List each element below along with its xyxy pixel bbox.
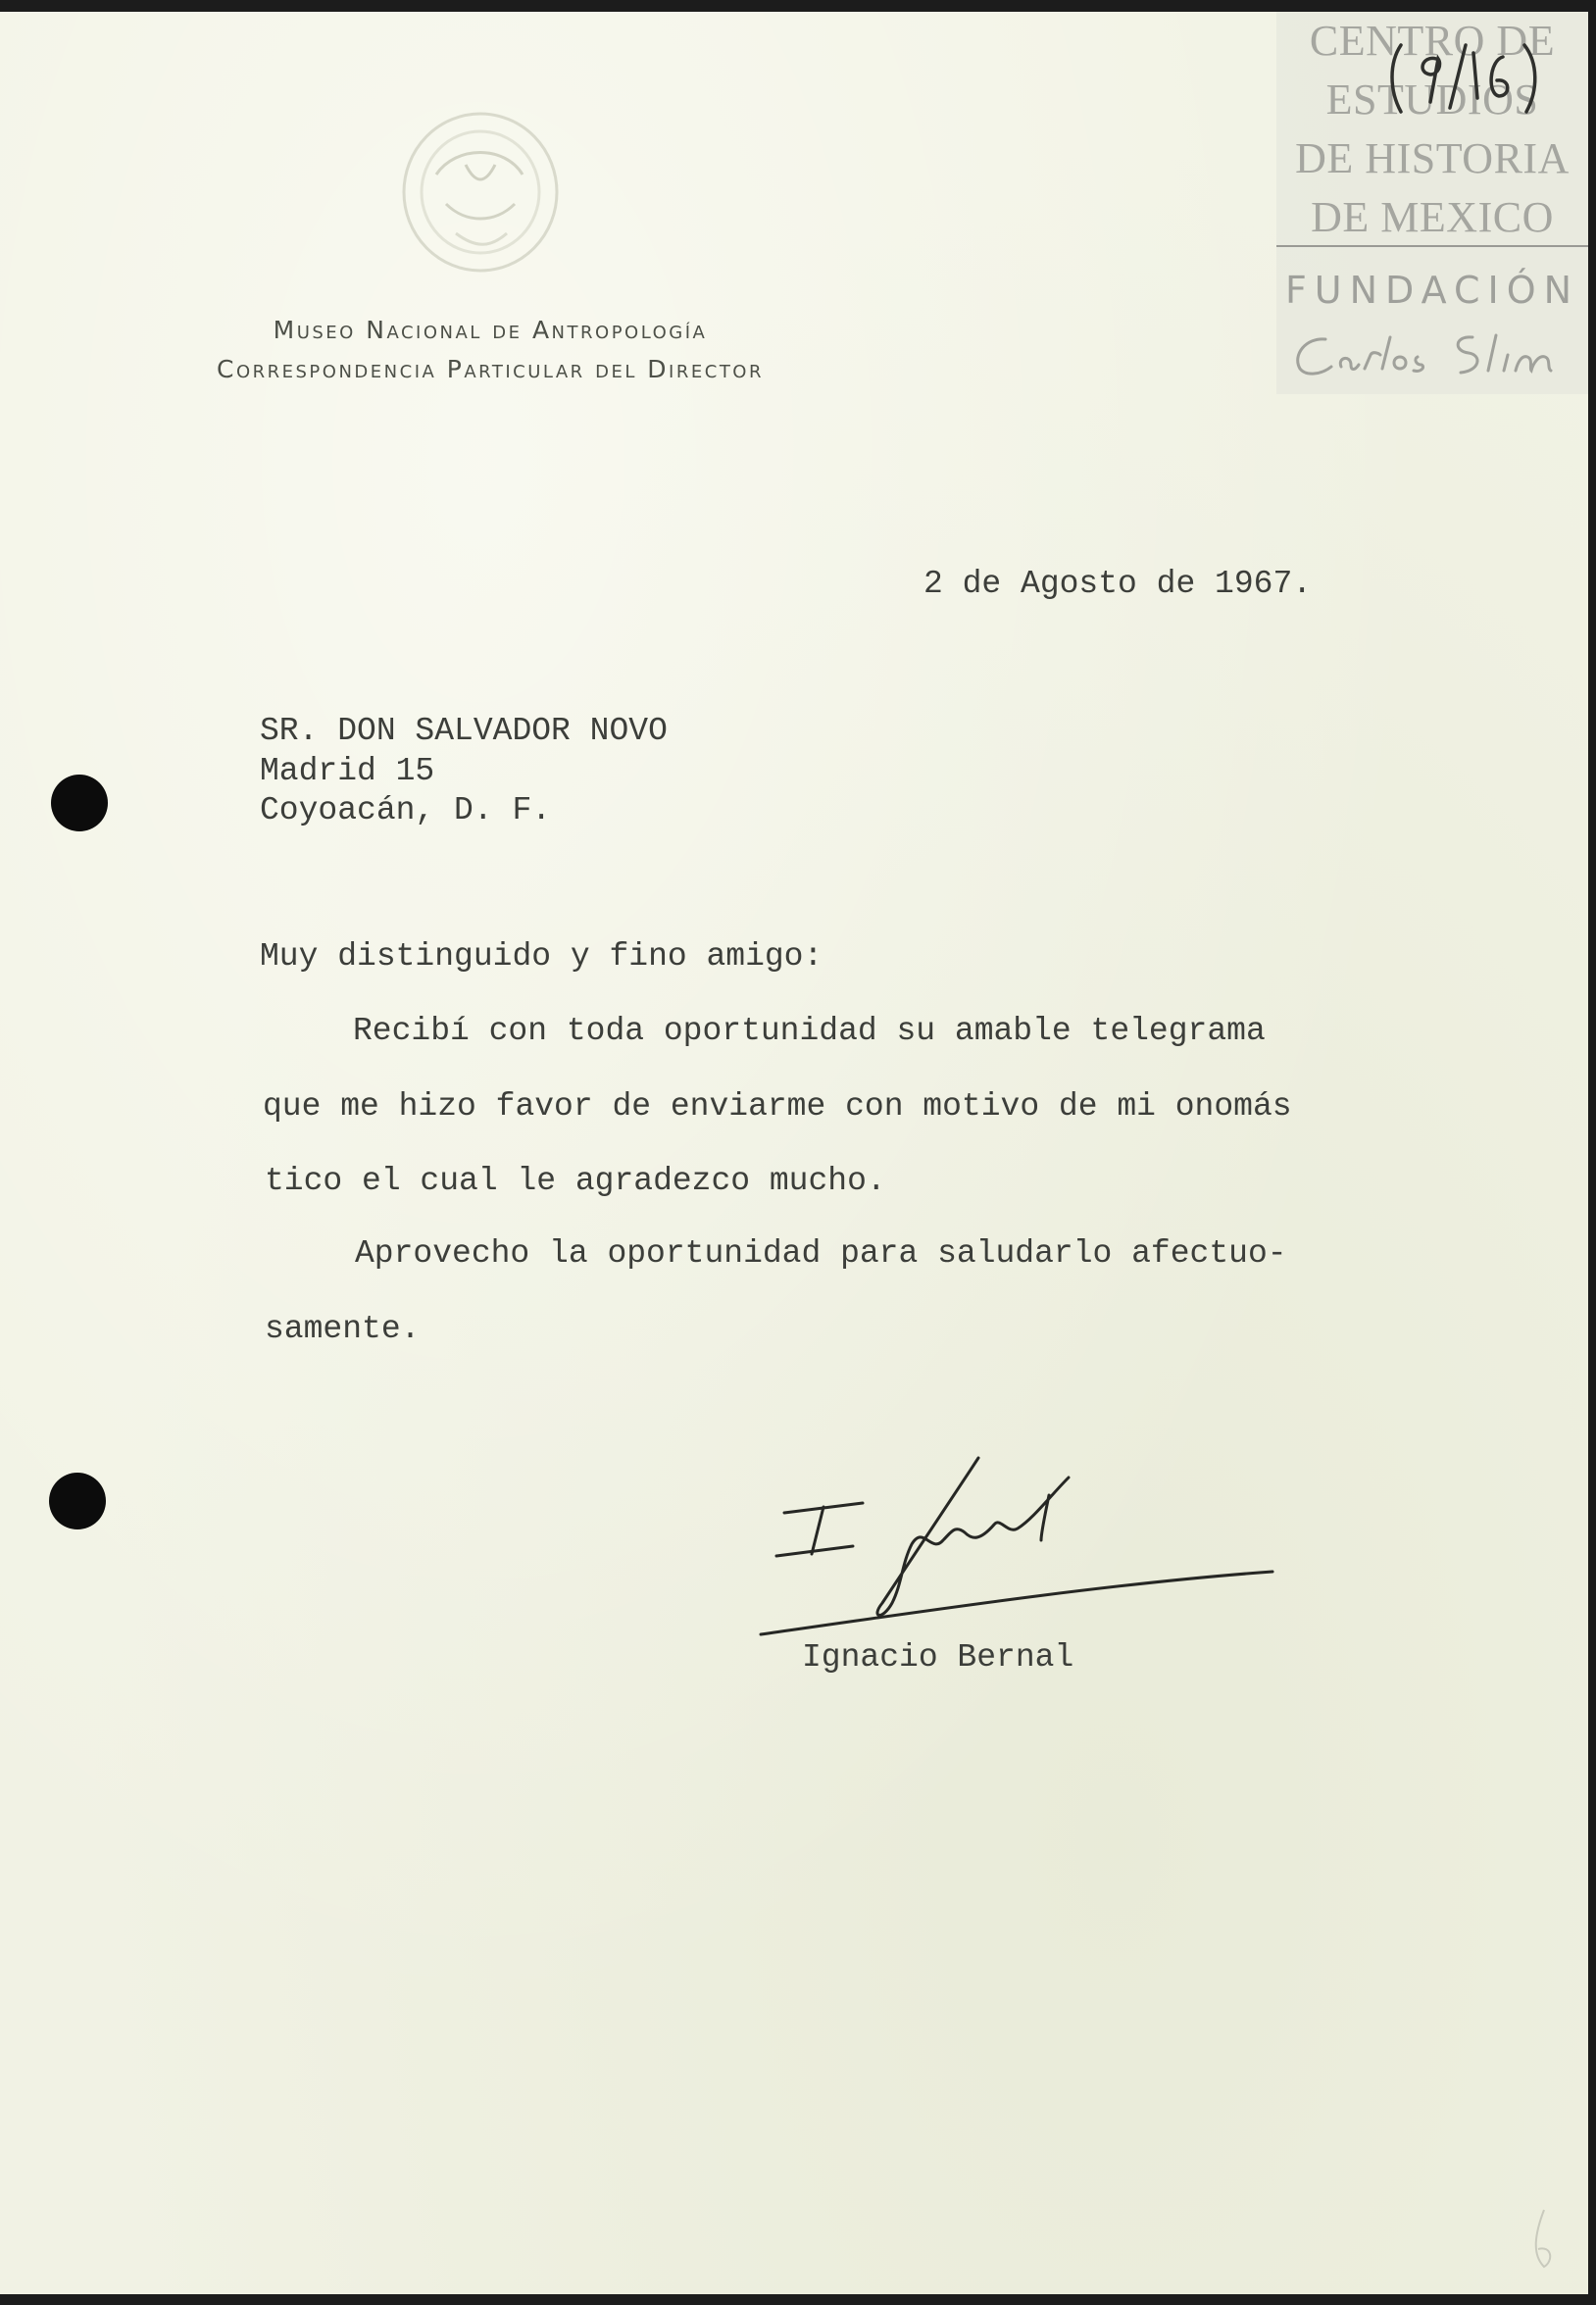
handwritten-signature (755, 1446, 1284, 1652)
folio-number-handwritten (1387, 39, 1544, 118)
scan-border-right (1588, 0, 1596, 2305)
stamp-line-4: DE MEXICO (1311, 193, 1554, 241)
body-line: Aprovecho la oportunidad para saludarlo afectuo- (355, 1235, 1287, 1272)
pencil-mark (1524, 2206, 1564, 2275)
body-line: samente. (265, 1311, 421, 1347)
scan-border-top (0, 0, 1596, 12)
stamp-divider (1276, 245, 1588, 247)
letterhead-institution: Museo Nacional de Antropología (273, 316, 708, 344)
stamp-line-2: ESTUDIOS (1325, 75, 1539, 124)
salutation: Muy distinguido y fino amigo: (260, 938, 823, 975)
punch-hole (49, 1473, 106, 1529)
stamp-line-3: DE HISTORIA (1295, 134, 1570, 182)
letterhead-department: Correspondencia Particular del Director (217, 355, 764, 383)
body-line: que me hizo favor de enviarme con motivo de mi onomás (263, 1088, 1292, 1125)
letter-date: 2 de Agosto de 1967. (923, 566, 1313, 602)
recipient-city: Coyoacán, D. F. (260, 792, 552, 828)
recipient-name: SR. DON SALVADOR NOVO (260, 713, 668, 749)
embossed-seal-icon (397, 106, 564, 277)
punch-hole (51, 775, 108, 831)
signer-name: Ignacio Bernal (802, 1639, 1074, 1676)
body-line: Recibí con toda oportunidad su amable telegrama (353, 1013, 1266, 1049)
stamp-line-1: CENTRO DE (1309, 17, 1556, 65)
recipient-street: Madrid 15 (260, 753, 435, 789)
scan-border-bottom (0, 2294, 1596, 2305)
stamp-foundation: FUNDACIÓN (1284, 269, 1580, 312)
body-line: tico el cual le agradezco mucho. (265, 1163, 886, 1199)
foundation-signature-logo (1286, 326, 1580, 384)
